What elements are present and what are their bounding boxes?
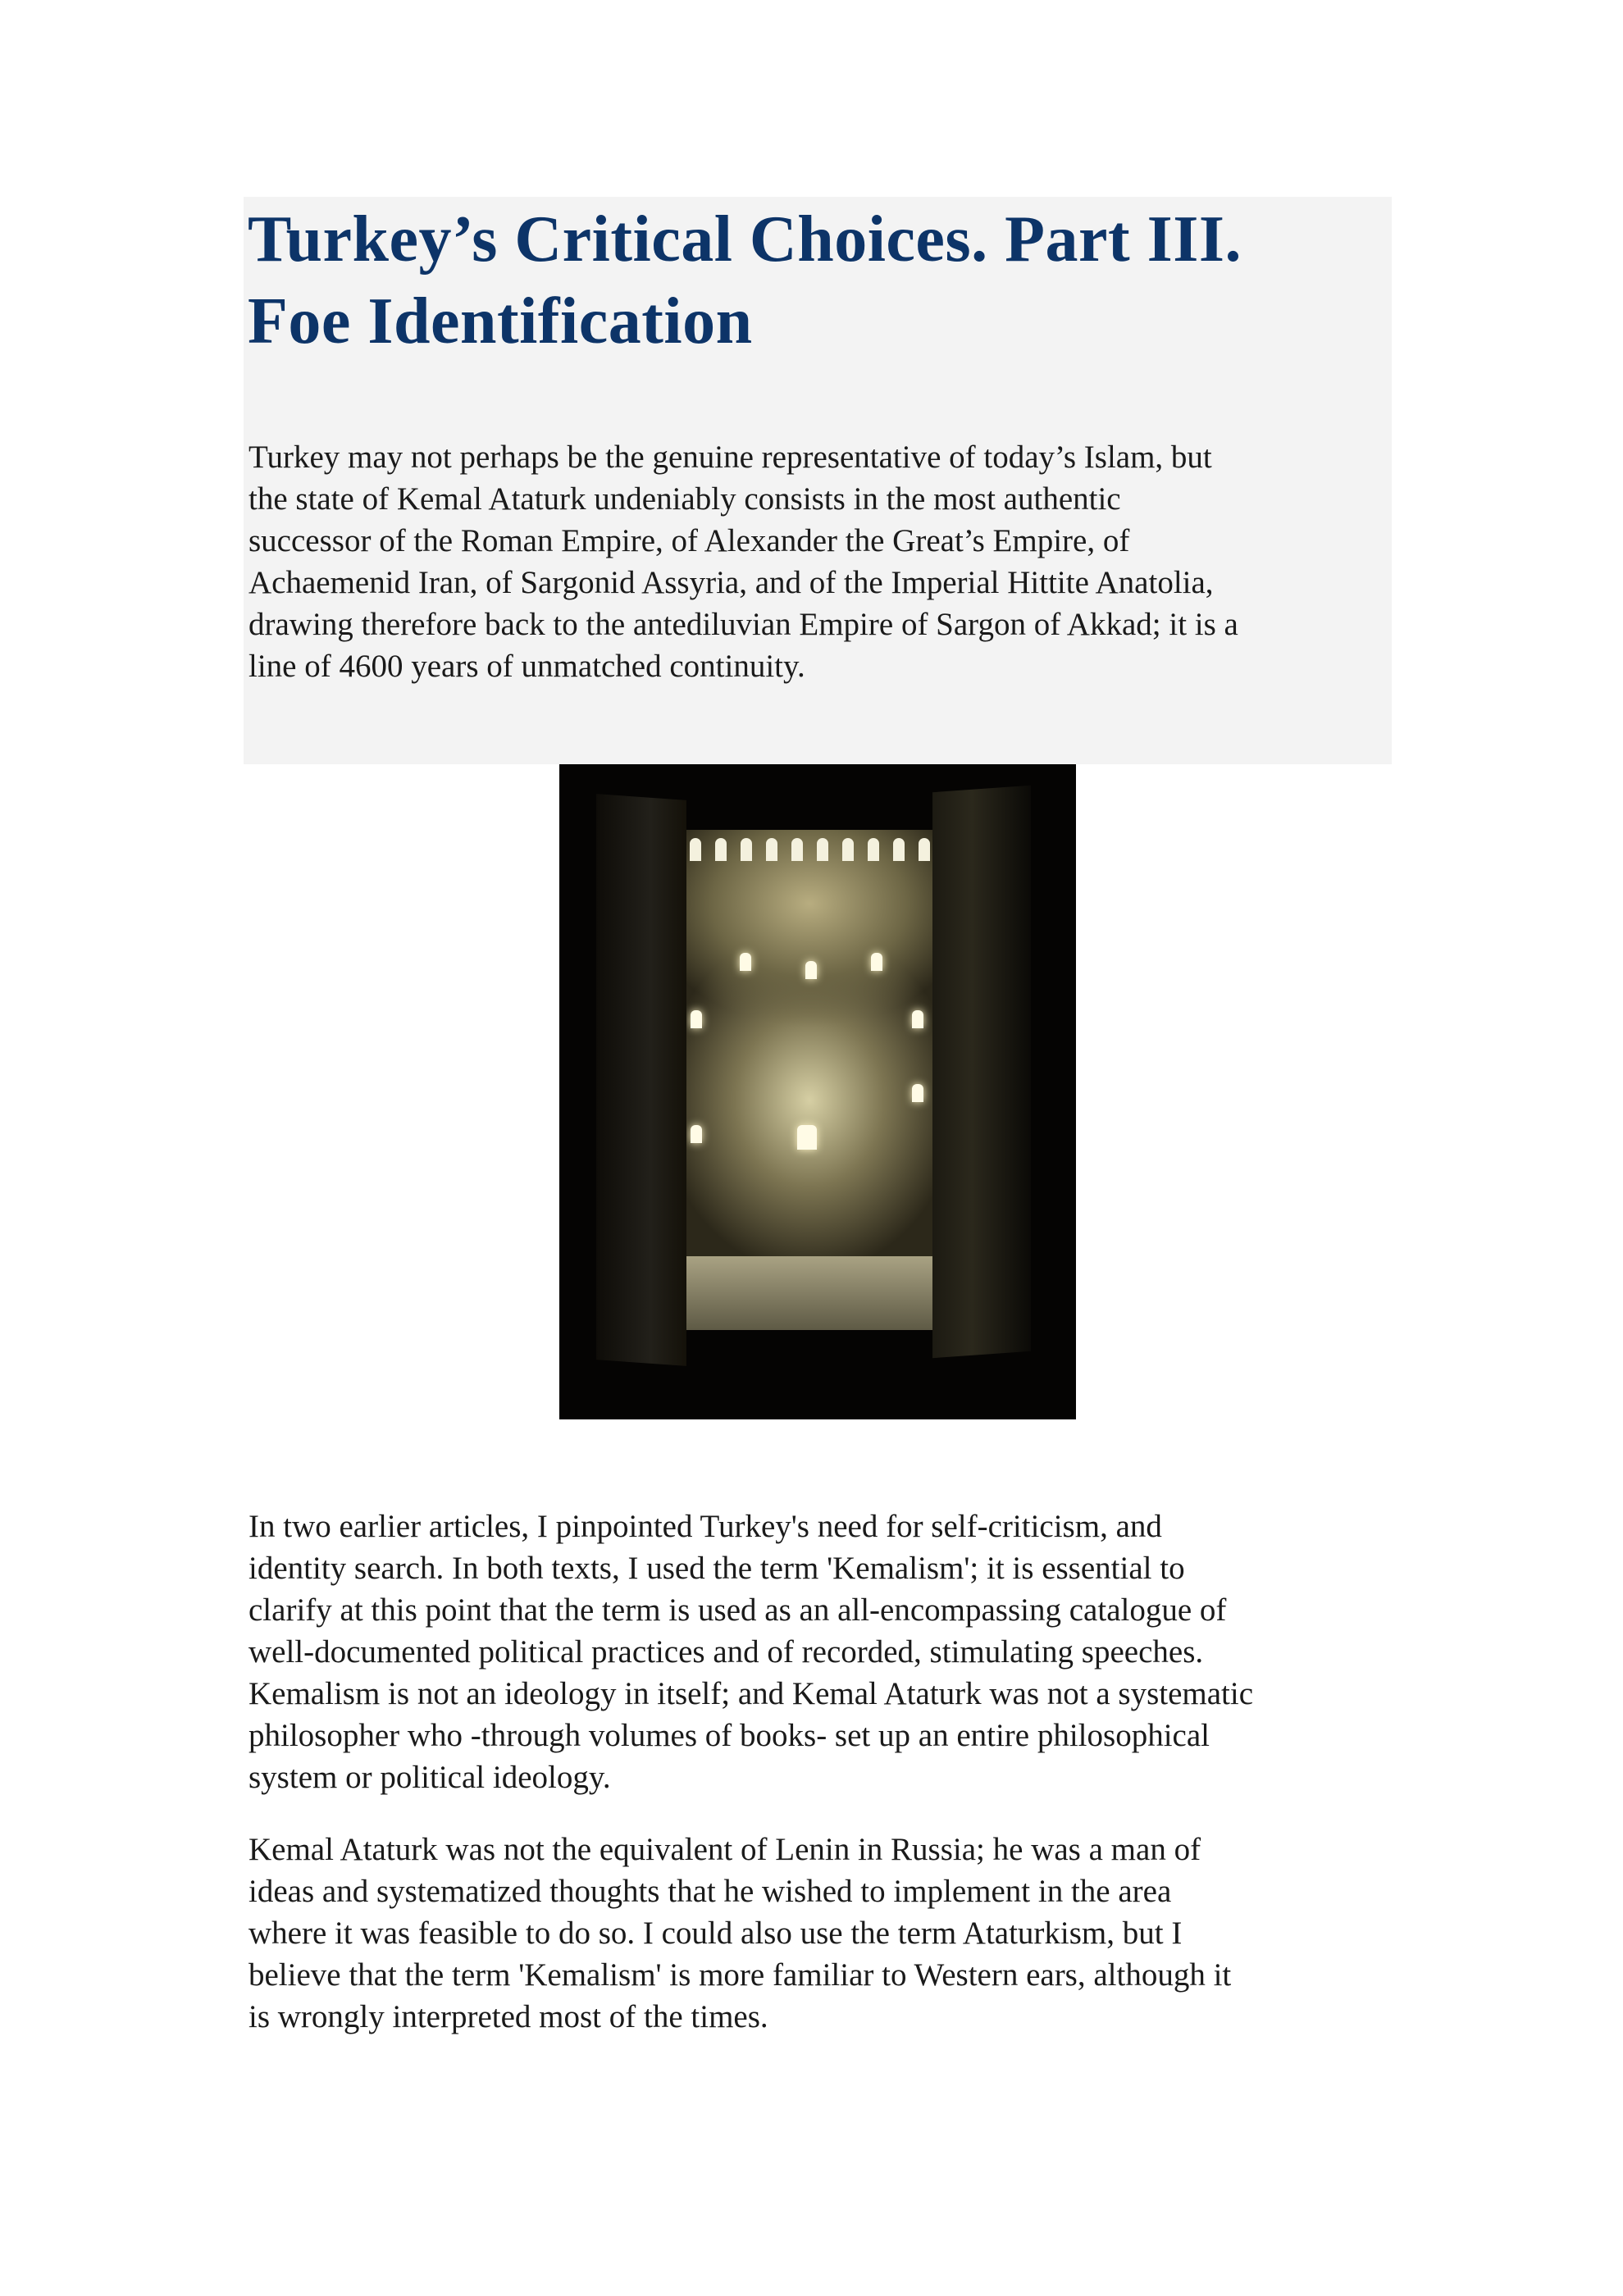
- text-line: clarify at this point that the term is used as an all-encompassing catalogue of: [248, 1592, 1227, 1628]
- text-line: identity search. In both texts, I used the term 'Kemalism'; it is essential to: [248, 1551, 1185, 1586]
- intro-paragraph: [248, 436, 1238, 687]
- text-line: philosopher who -through volumes of books- set up an entire philosophical: [248, 1718, 1210, 1753]
- article-title: [248, 198, 1242, 362]
- title-line: Foe Identification: [248, 285, 753, 358]
- text-line: Kemalism is not an ideology in itself; and Kemal Ataturk was not a systematic: [248, 1676, 1254, 1711]
- floor: [674, 1256, 945, 1330]
- text-line: the state of Kemal Ataturk undeniably consists in the most authentic: [248, 481, 1121, 517]
- text-line: In two earlier articles, I pinpointed Turkey's need for self-criticism, and: [248, 1509, 1162, 1544]
- text-line: where it was feasible to do so. I could also use the term Ataturkism, but I: [248, 1916, 1183, 1951]
- title-line: Turkey’s Critical Choices. Part III.: [248, 203, 1242, 276]
- text-line: successor of the Roman Empire, of Alexander the Great’s Empire, of: [248, 523, 1130, 558]
- text-line: Achaemenid Iran, of Sargonid Assyria, and of the Imperial Hittite Anatolia,: [248, 565, 1214, 600]
- text-line: is wrongly interpreted most of the times.: [248, 1999, 768, 2034]
- text-line: system or political ideology.: [248, 1760, 611, 1795]
- text-line: line of 4600 years of unmatched continuity.: [248, 649, 805, 684]
- text-line: well-documented political practices and of recorded, stimulating speeches.: [248, 1634, 1204, 1670]
- text-line: drawing therefore back to the antediluvian Empire of Sargon of Akkad; it is a: [248, 607, 1238, 642]
- text-line: believe that the term 'Kemalism' is more familiar to Western ears, although it: [248, 1957, 1232, 1993]
- hagia-sophia-photo: [559, 764, 1076, 1419]
- text-line: Turkey may not perhaps be the genuine representative of today’s Islam, but: [248, 440, 1212, 475]
- right-door: [932, 786, 1031, 1358]
- interior-view: [674, 830, 945, 1322]
- left-door: [596, 794, 686, 1366]
- dome-windows: [682, 838, 937, 863]
- body-paragraph: [248, 1829, 1231, 2038]
- text-line: Kemal Ataturk was not the equivalent of Lenin in Russia; he was a man of: [248, 1832, 1201, 1867]
- body-paragraph: [248, 1506, 1253, 1798]
- text-line: ideas and systematized thoughts that he wished to implement in the area: [248, 1874, 1172, 1909]
